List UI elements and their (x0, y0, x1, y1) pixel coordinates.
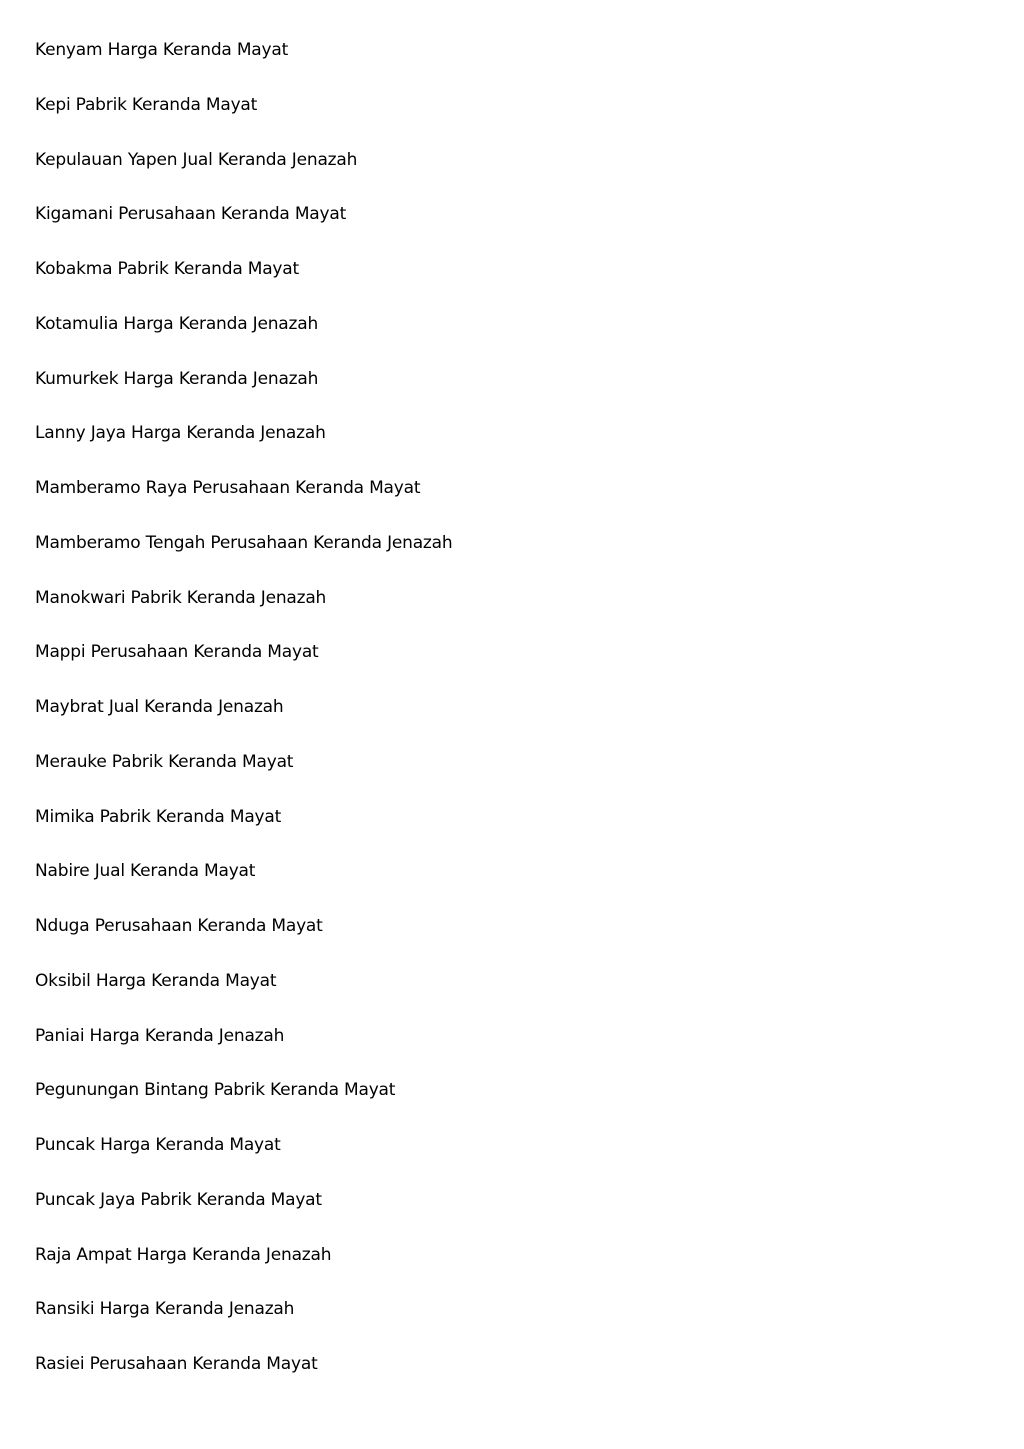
link-mamberamo-raya[interactable]: Mamberamo Raya Perusahaan Keranda Mayat (35, 478, 421, 498)
list-item (35, 638, 452, 693)
list-item (35, 200, 452, 255)
link-puncak-jaya[interactable]: Puncak Jaya Pabrik Keranda Mayat (35, 1189, 322, 1210)
link-mamberamo-tengah[interactable]: Mamberamo Tengah Perusahaan Keranda Jenazah (35, 532, 453, 553)
list-item (35, 91, 452, 146)
link-ransiki[interactable]: Ransiki Harga Keranda Jenazah (35, 1299, 295, 1320)
link-list (35, 36, 452, 1405)
link-oksibil[interactable]: Oksibil Harga Keranda Mayat (35, 970, 277, 991)
list-item (35, 1350, 452, 1405)
link-raja-ampat[interactable]: Raja Ampat Harga Keranda Jenazah (35, 1244, 332, 1265)
list-item (35, 803, 452, 858)
link-nduga[interactable]: Nduga Perusahaan Keranda Mayat (35, 916, 323, 936)
list-item (35, 1131, 452, 1186)
list-item (35, 857, 452, 912)
list-item (35, 474, 452, 529)
list-item (35, 1295, 452, 1350)
list-item (35, 36, 452, 91)
list-item (35, 419, 452, 474)
link-puncak[interactable]: Puncak Harga Keranda Mayat (35, 1135, 281, 1155)
link-kumurkek[interactable]: Kumurkek Harga Keranda Jenazah (35, 368, 319, 389)
list-item (35, 1022, 452, 1077)
link-kotamulia[interactable]: Kotamulia Harga Keranda Jenazah (35, 313, 319, 334)
link-kepulauan-yapen[interactable]: Kepulauan Yapen Jual Keranda Jenazah (35, 149, 358, 170)
link-lanny-jaya[interactable]: Lanny Jaya Harga Keranda Jenazah (35, 423, 326, 444)
link-manokwari[interactable]: Manokwari Pabrik Keranda Jenazah (35, 587, 327, 608)
list-item (35, 912, 452, 967)
link-maybrat[interactable]: Maybrat Jual Keranda Jenazah (35, 697, 284, 717)
list-item (35, 529, 452, 584)
list-item (35, 1186, 452, 1241)
link-kobakma[interactable]: Kobakma Pabrik Keranda Mayat (35, 259, 299, 279)
list-item (35, 584, 452, 639)
list-item (35, 1241, 452, 1296)
link-kenyam[interactable]: Kenyam Harga Keranda Mayat (35, 40, 289, 60)
link-paniai[interactable]: Paniai Harga Keranda Jenazah (35, 1025, 285, 1046)
link-kigamani[interactable]: Kigamani Perusahaan Keranda Mayat (35, 204, 347, 225)
link-kepi[interactable]: Kepi Pabrik Keranda Mayat (35, 94, 258, 115)
list-item (35, 967, 452, 1022)
link-mappi[interactable]: Mappi Perusahaan Keranda Mayat (35, 642, 319, 663)
list-item (35, 1076, 452, 1131)
link-nabire[interactable]: Nabire Jual Keranda Mayat (35, 861, 256, 882)
list-item (35, 748, 452, 803)
link-rasiei[interactable]: Rasiei Perusahaan Keranda Mayat (35, 1354, 318, 1374)
link-merauke[interactable]: Merauke Pabrik Keranda Mayat (35, 751, 294, 772)
list-item (35, 310, 452, 365)
list-item (35, 255, 452, 310)
link-mimika[interactable]: Mimika Pabrik Keranda Mayat (35, 806, 282, 827)
list-item (35, 693, 452, 748)
list-item (35, 146, 452, 201)
list-item (35, 365, 452, 420)
link-pegunungan-bintang[interactable]: Pegunungan Bintang Pabrik Keranda Mayat (35, 1080, 396, 1101)
